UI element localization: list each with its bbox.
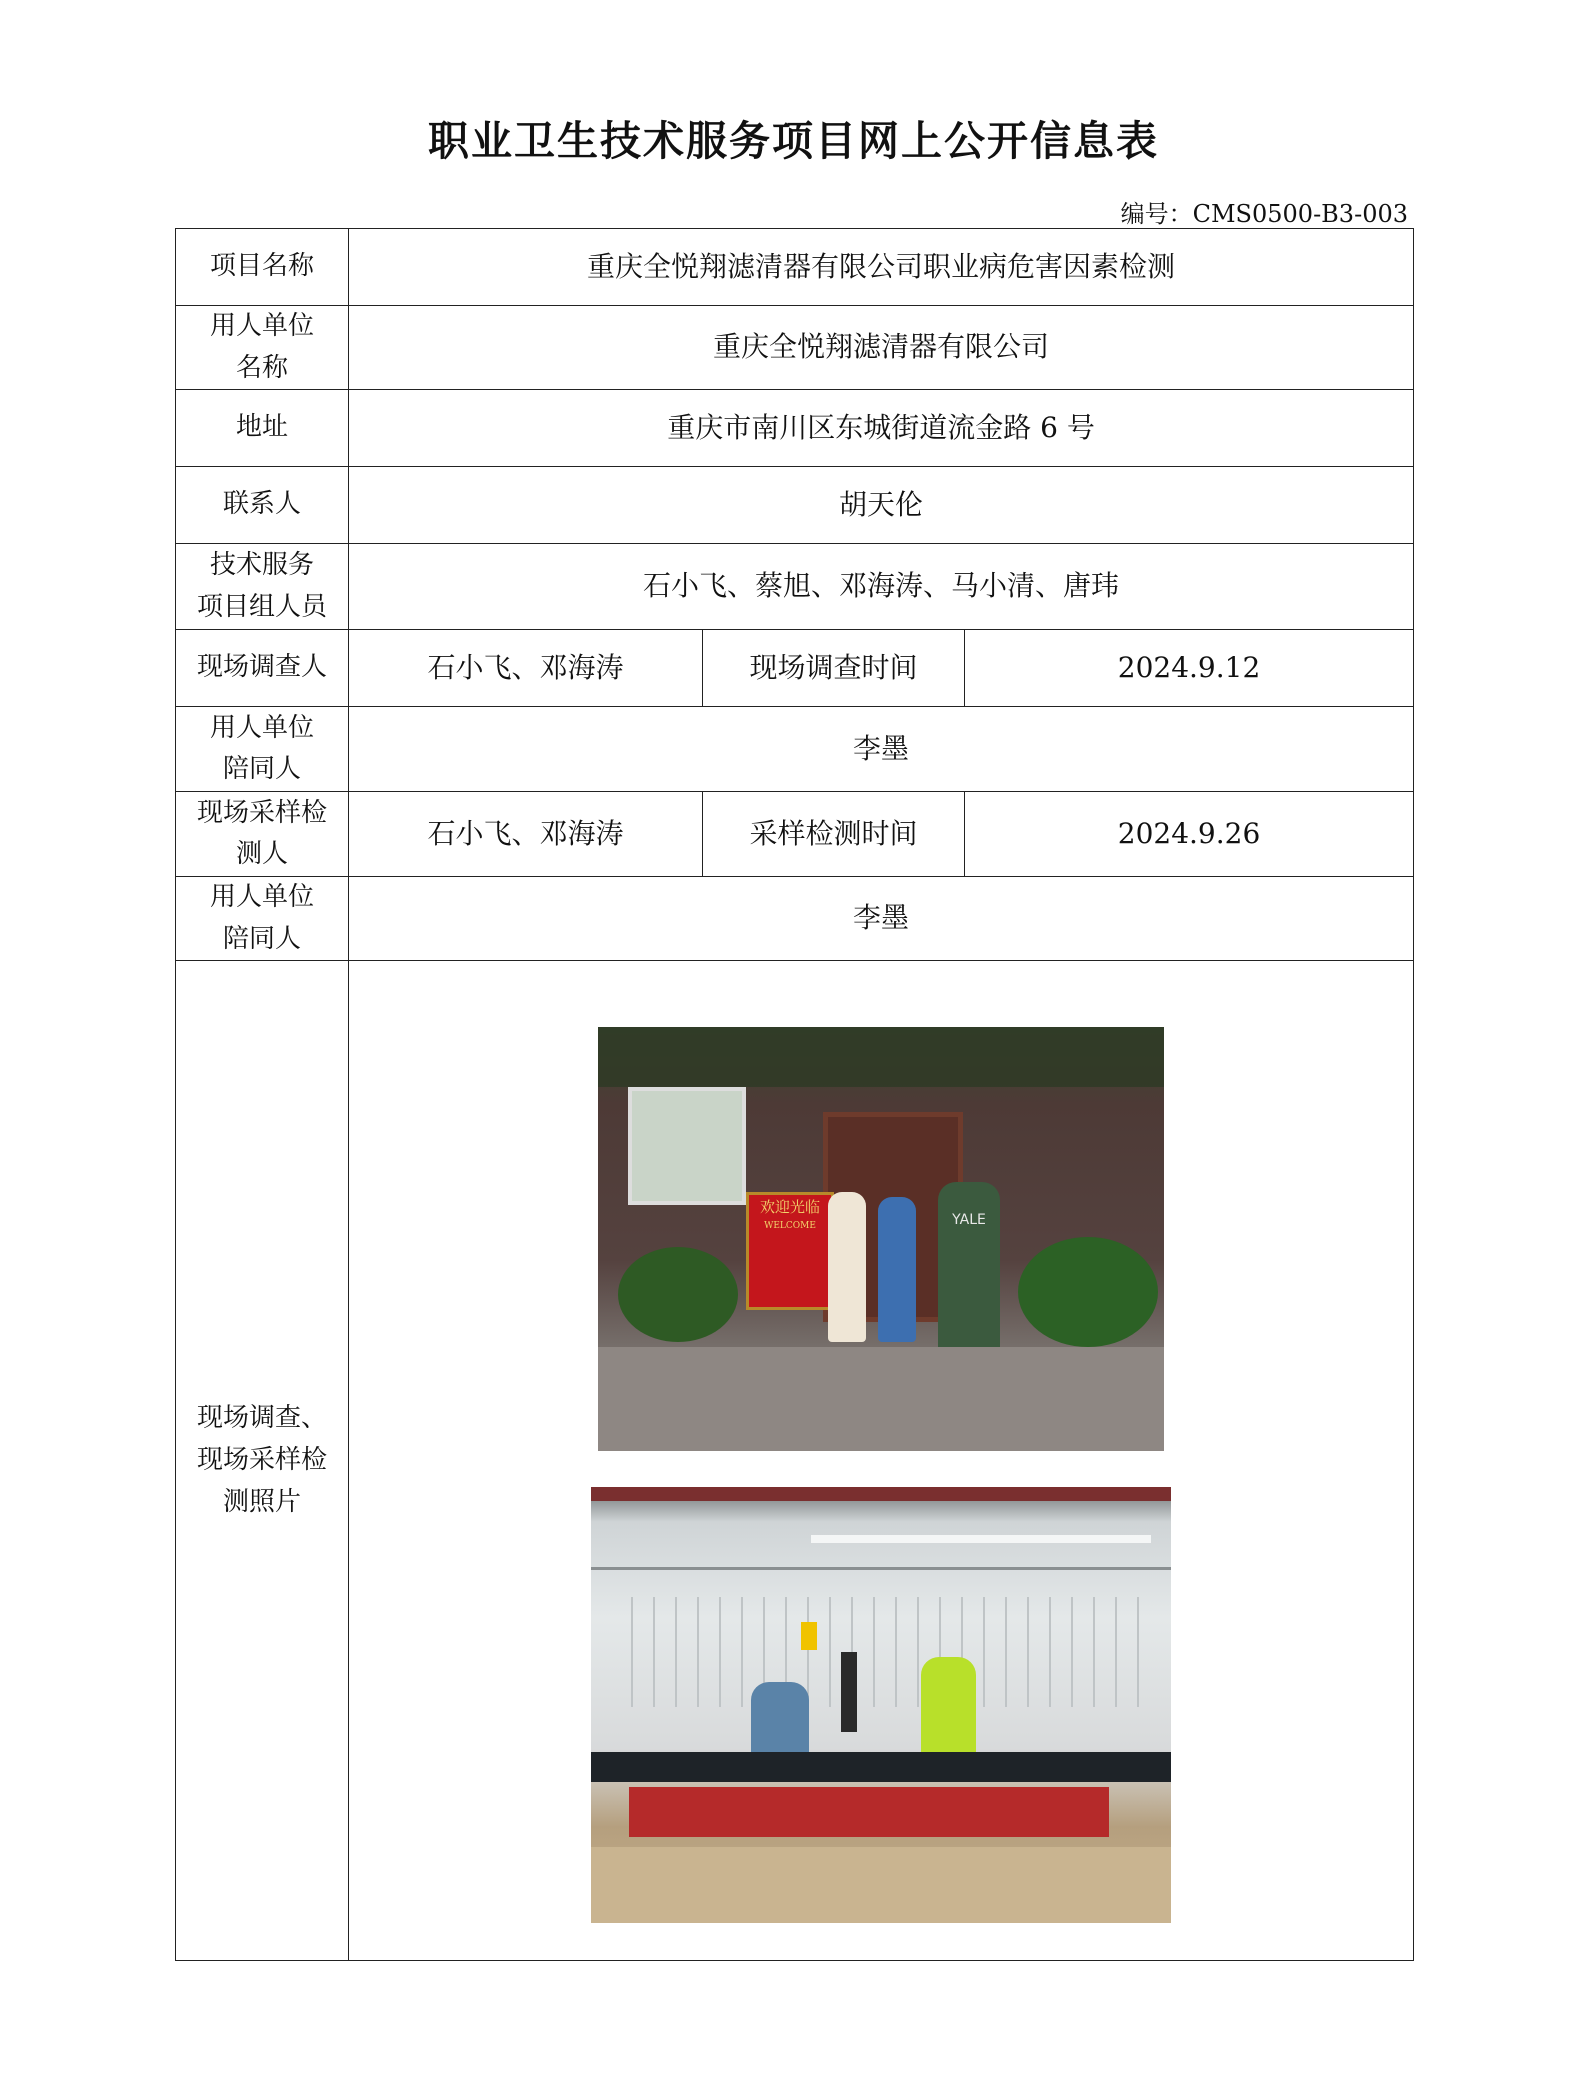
team-value: 石小飞、蔡旭、邓海涛、马小清、唐玮 [349,544,1414,630]
technician-2 [921,1657,976,1757]
sampling-value: 石小飞、邓海涛 [349,792,703,877]
row-team [176,544,1414,630]
workshop-photo [591,1487,1171,1923]
person-3: YALE [938,1182,1000,1352]
plant-left [618,1247,738,1342]
row-sampling [176,792,1414,877]
employer-label: 用人单位 名称 [176,306,349,390]
row-contact [176,467,1414,544]
floor [591,1847,1171,1923]
rail [591,1567,1171,1570]
sampling-label: 现场采样检 测人 [176,792,349,877]
warning-sign [801,1622,817,1650]
survey-time-value: 2024.9.12 [965,630,1414,707]
photos-label: 现场调查、 现场采样检 测照片 [176,961,349,1961]
survey-value: 石小飞、邓海涛 [349,630,703,707]
project-name-value: 重庆全悦翔滤清器有限公司职业病危害因素检测 [349,229,1414,306]
row-sampling-escort [176,877,1414,961]
banner [591,1487,1171,1501]
welcome-sign: 欢迎光临 WELCOME [746,1192,834,1310]
tree-foliage [598,1027,1164,1087]
row-survey [176,630,1414,707]
sampling-tripod [841,1652,857,1732]
row-project-name [176,229,1414,306]
plant-right [1018,1237,1158,1347]
window [628,1087,746,1205]
survey-escort-label: 用人单位 陪同人 [176,707,349,792]
survey-label: 现场调查人 [176,630,349,707]
row-survey-escort [176,707,1414,792]
entrance-photo [598,1027,1164,1451]
info-table [175,228,1414,1961]
sampling-time-value: 2024.9.26 [965,792,1414,877]
steps [598,1347,1164,1451]
employer-value: 重庆全悦翔滤清器有限公司 [349,306,1414,390]
sampling-time-label: 采样检测时间 [703,792,965,877]
address-value: 重庆市南川区东城街道流金路 6 号 [349,390,1414,467]
row-employer [176,306,1414,390]
team-label: 技术服务 项目组人员 [176,544,349,630]
document-number: 编号：CMS0500-B3-003 [1120,200,1408,228]
address-label: 地址 [176,390,349,467]
survey-time-label: 现场调查时间 [703,630,965,707]
row-address [176,390,1414,467]
workbench [629,1787,1109,1837]
person-1 [828,1192,866,1342]
photos-cell [349,961,1414,1961]
sampling-escort-label: 用人单位 陪同人 [176,877,349,961]
page-title: 职业卫生技术服务项目网上公开信息表 [428,117,1159,165]
row-photos [176,961,1414,1961]
contact-value: 胡天伦 [349,467,1414,544]
survey-escort-value: 李墨 [349,707,1414,792]
ceiling-light [811,1535,1151,1543]
product-rows [591,1752,1171,1782]
project-name-label: 项目名称 [176,229,349,306]
contact-label: 联系人 [176,467,349,544]
mesh-fence [631,1597,1151,1707]
person-2 [878,1197,916,1342]
sampling-escort-value: 李墨 [349,877,1414,961]
